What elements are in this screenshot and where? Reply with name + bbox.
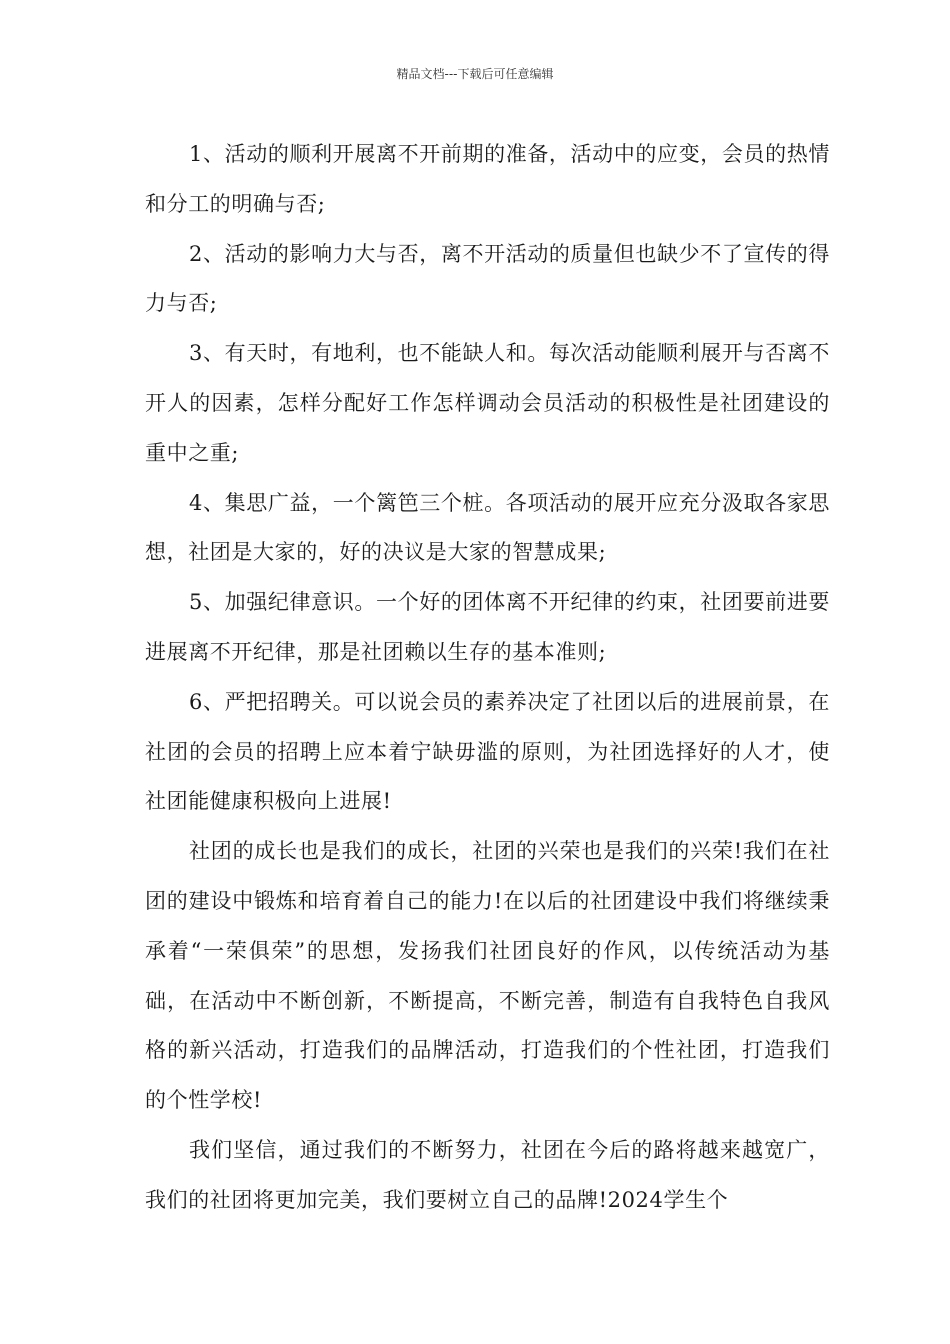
paragraph-7: 社团的成长也是我们的成长，社团的兴荣也是我们的兴荣!我们在社团的建设中锻炼和培育着自己的能力!在以后的社团建设中我们将继续秉承着“一荣俱荣”的思想，发扬我们社团良好的作风，以传统活动为基础，在活动中不断创新，不断提高，不断完善，制造有自我特色自我风格的新兴活动，打造我们的品牌活动，打造我们的个性社团，打造我们的个性学校!: [145, 839, 830, 1113]
paragraph-4: 4、集思广益，一个篱笆三个桩。各项活动的展开应充分汲取各家思想，社团是大家的，好的决议是大家的智慧成果;: [145, 490, 830, 565]
paragraph-6: 6、严把招聘关。可以说会员的素养决定了社团以后的进展前景，在社团的会员的招聘上应本着宁缺毋滥的原则，为社团选择好的人才，使社团能健康积极向上进展!: [145, 689, 830, 814]
paragraph-5: 5、加强纪律意识。一个好的团体离不开纪律的约束，社团要前进要进展离不开纪律，那是社团赖以生存的基本准则;: [145, 590, 830, 664]
paragraph-8: 我们坚信，通过我们的不断努力，社团在今后的路将越来越宽广，我们的社团将更加完美，我们要树立自己的品牌!2024学生个: [145, 1137, 830, 1212]
paragraph-2: 2、活动的影响力大与否，离不开活动的质量但也缺少不了宣传的得力与否;: [145, 241, 830, 316]
paragraph-3: 3、有天时，有地利，也不能缺人和。每次活动能顺利展开与否离不开人的因素，怎样分配好工作怎样调动会员活动的积极性是社团建设的重中之重;: [145, 341, 830, 465]
page-header: 精品文档---下载后可任意编辑: [396, 67, 554, 81]
document-body: [145, 130, 830, 1226]
paragraph-1: 1、活动的顺利开展离不开前期的准备，活动中的应变，会员的热情和分工的明确与否;: [145, 142, 830, 216]
